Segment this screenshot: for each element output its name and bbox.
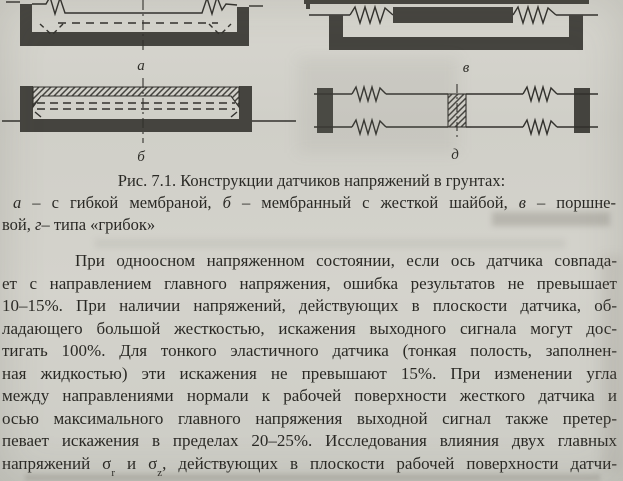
legend-key-a: а	[13, 193, 22, 212]
sigma-text: напряжений σ	[2, 453, 112, 473]
paragraph	[0, 250, 623, 479]
diagram-v-piston	[304, 0, 598, 50]
legend-text: – поршне-	[525, 193, 616, 212]
legend-text: вой,	[2, 215, 36, 234]
paragraph-line: ет с направлением главного напряжения, ошибка результатов не превышает	[2, 273, 617, 293]
diagram-a-flexible-membrane	[6, 0, 263, 52]
legend-key-g: г	[35, 215, 42, 234]
scan-bleed-smudge	[95, 239, 565, 248]
paragraph-line: 10–15%. При наличии напряжений, действующих в плоскости датчика, об-	[2, 296, 617, 315]
figure-7-1-diagrams	[0, 0, 623, 170]
sigma-subscript-r: r	[111, 466, 116, 479]
legend-text: – с гибкой мембраной,	[21, 193, 223, 212]
legend-key-b: б	[222, 193, 231, 212]
paragraph-line: осью максимального главного напряжения выходной сигнал также претер-	[2, 408, 617, 428]
legend-text: – мембранный с жесткой шайбой,	[230, 193, 519, 212]
diagram-d-mushroom	[314, 84, 598, 141]
figure-caption-legend-line1	[0, 192, 623, 213]
sigma-text: и σ	[115, 453, 158, 473]
paragraph-line: ладающего большой жесткостью, искажения выходного сигнала могут дос-	[2, 318, 617, 338]
paragraph-line: между направлениями нормали к рабочей поверхности жесткого датчика и	[2, 386, 617, 405]
figure-caption-legend-line2	[0, 214, 623, 235]
sigma-subscript-z: z	[157, 466, 163, 479]
diagram-d-label: д	[451, 147, 459, 163]
paragraph-line: ная жидкостью) эти искажения не превышают 15%. При изменении угла	[2, 363, 617, 383]
diagram-v-label: в	[462, 60, 470, 76]
figure-caption-title: Рис. 7.1. Конструкции датчиков напряжений в грунтах:	[117, 171, 506, 190]
diagram-b-label: б	[137, 149, 145, 165]
legend-key-v: в	[518, 193, 526, 212]
paragraph-line: певает искажения в пределах 20–25%. Исследования влияния двух главных	[2, 431, 617, 450]
legend-text: – типа «грибок»	[41, 215, 156, 234]
paragraph-line-sigma	[2, 453, 617, 479]
diagram-b-rigid-washer	[2, 78, 296, 143]
paragraph-line: При одноосном напряженном состоянии, если ось датчика совпада-	[75, 251, 617, 270]
paragraph-line: тигать 100%. Для тонкого эластичного датчика (тонкая полость, заполнен-	[2, 341, 617, 360]
sigma-text: , действующих в плоскости рабочей поверхности датчи-	[162, 453, 617, 473]
diagram-a-label: а	[137, 58, 145, 74]
